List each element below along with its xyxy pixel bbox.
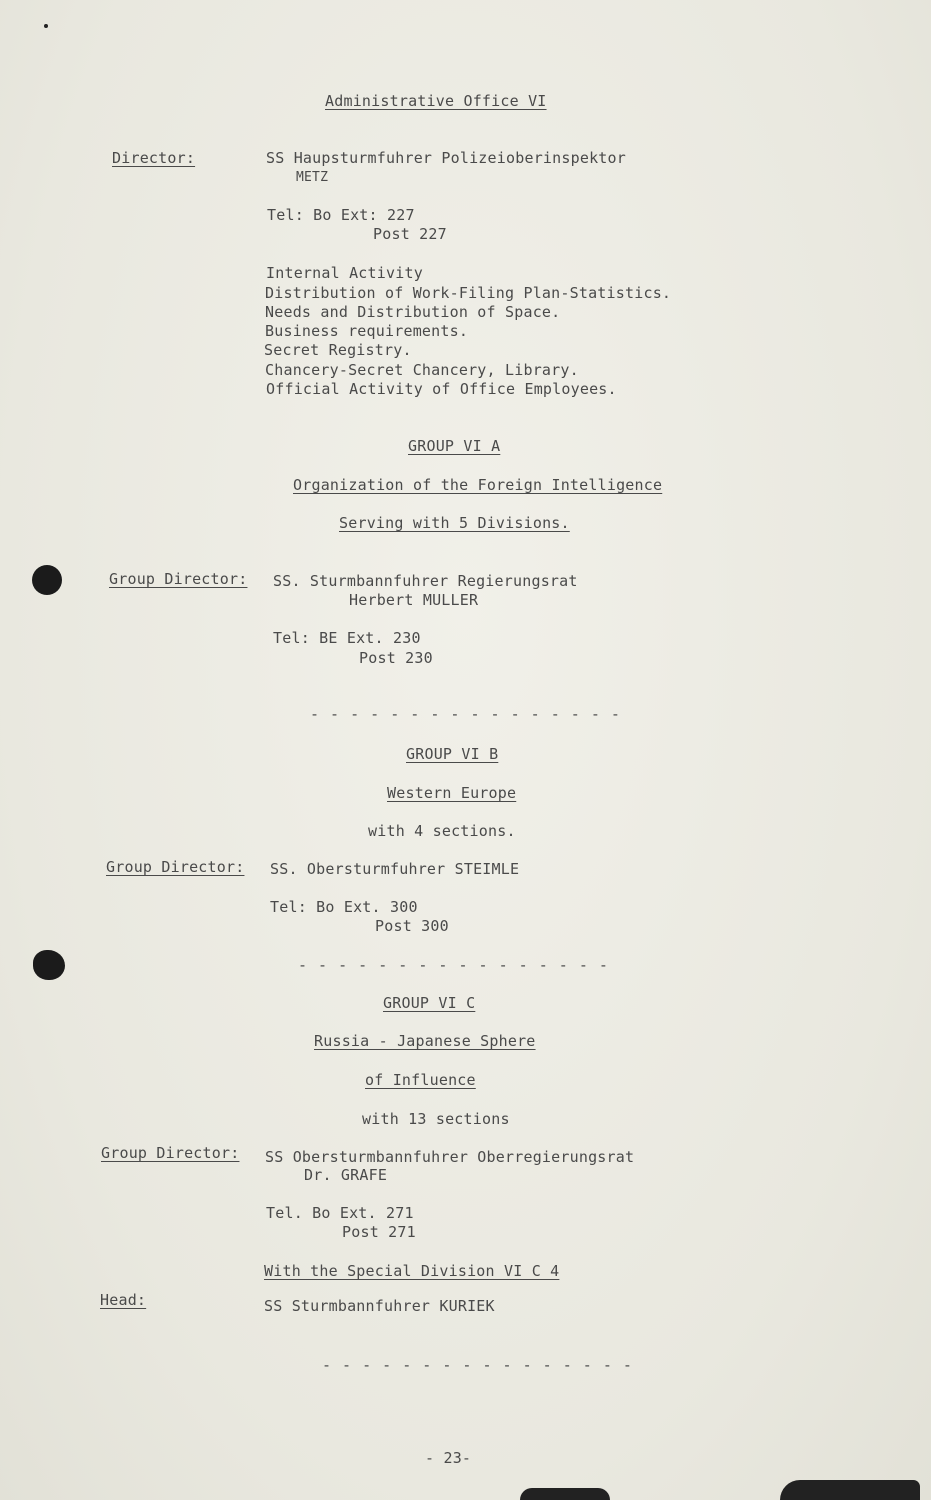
- group-b-tel: Tel: Bo Ext. 300: [270, 898, 418, 916]
- activity-item: Chancery-Secret Chancery, Library.: [265, 361, 579, 379]
- group-c-director-label: Group Director:: [101, 1144, 240, 1162]
- activity-item: Business requirements.: [265, 322, 469, 340]
- separator: - - - - - - - - - - - - - - - -: [310, 705, 621, 723]
- scan-edge-mark: [520, 1488, 610, 1500]
- activity-item: Official Activity of Office Employees.: [266, 380, 617, 398]
- group-b-subtitle: Western Europe: [387, 784, 517, 802]
- page-number: - 23-: [425, 1449, 472, 1467]
- group-c-post: Post 271: [342, 1223, 416, 1241]
- separator: - - - - - - - - - - - - - - - -: [322, 1356, 633, 1374]
- director-tel: Tel: Bo Ext: 227: [267, 206, 415, 224]
- scan-edge-mark: [780, 1480, 920, 1500]
- group-a-subtitle: Organization of the Foreign Intelligence: [293, 476, 663, 494]
- group-a-title: GROUP VI A: [408, 437, 501, 455]
- head-name: SS Sturmbannfuhrer KURIEK: [264, 1297, 495, 1315]
- group-a-director: SS. Sturmbannfuhrer Regierungsrat: [273, 572, 578, 590]
- punch-hole: [32, 565, 62, 595]
- page-title: Administrative Office VI: [325, 92, 547, 110]
- activity-item: Distribution of Work-Filing Plan-Statistics.: [265, 284, 672, 302]
- group-a-subtitle-2: Serving with 5 Divisions.: [339, 514, 570, 532]
- director-post: Post 227: [373, 225, 447, 243]
- group-a-director-label: Group Director:: [109, 570, 248, 588]
- group-b-subtitle-2: with 4 sections.: [368, 822, 516, 840]
- group-b-director-label: Group Director:: [106, 858, 245, 876]
- group-b-title: GROUP VI B: [406, 745, 499, 763]
- activity-item: Secret Registry.: [264, 341, 412, 359]
- group-b-director: SS. Obersturmfuhrer STEIMLE: [270, 860, 520, 878]
- punch-hole: [33, 950, 65, 980]
- head-label: Head:: [100, 1291, 147, 1309]
- group-a-tel: Tel: BE Ext. 230: [273, 629, 421, 647]
- activity-item: Internal Activity: [266, 264, 423, 282]
- group-c-tel: Tel. Bo Ext. 271: [266, 1204, 414, 1222]
- group-c-title: GROUP VI C: [383, 994, 476, 1012]
- director-label: Director:: [112, 149, 196, 167]
- group-a-director-name: Herbert MULLER: [349, 591, 479, 609]
- group-a-post: Post 230: [359, 649, 433, 667]
- separator: - - - - - - - - - - - - - - - -: [298, 956, 609, 974]
- group-c-subtitle-2: of Influence: [365, 1071, 476, 1089]
- group-b-post: Post 300: [375, 917, 449, 935]
- activity-item: Needs and Distribution of Space.: [265, 303, 561, 321]
- special-division: With the Special Division VI C 4: [264, 1262, 560, 1280]
- director-surname: METZ: [296, 170, 329, 185]
- director-name: SS Haupsturmfuhrer Polizeioberinspektor: [266, 149, 626, 167]
- group-c-subtitle-3: with 13 sections: [362, 1110, 510, 1128]
- group-c-director-name: Dr. GRAFE: [304, 1166, 388, 1184]
- group-c-subtitle: Russia - Japanese Sphere: [314, 1032, 536, 1050]
- scan-speck: [44, 24, 48, 28]
- group-c-director: SS Obersturmbannfuhrer Oberregierungsrat: [265, 1148, 635, 1166]
